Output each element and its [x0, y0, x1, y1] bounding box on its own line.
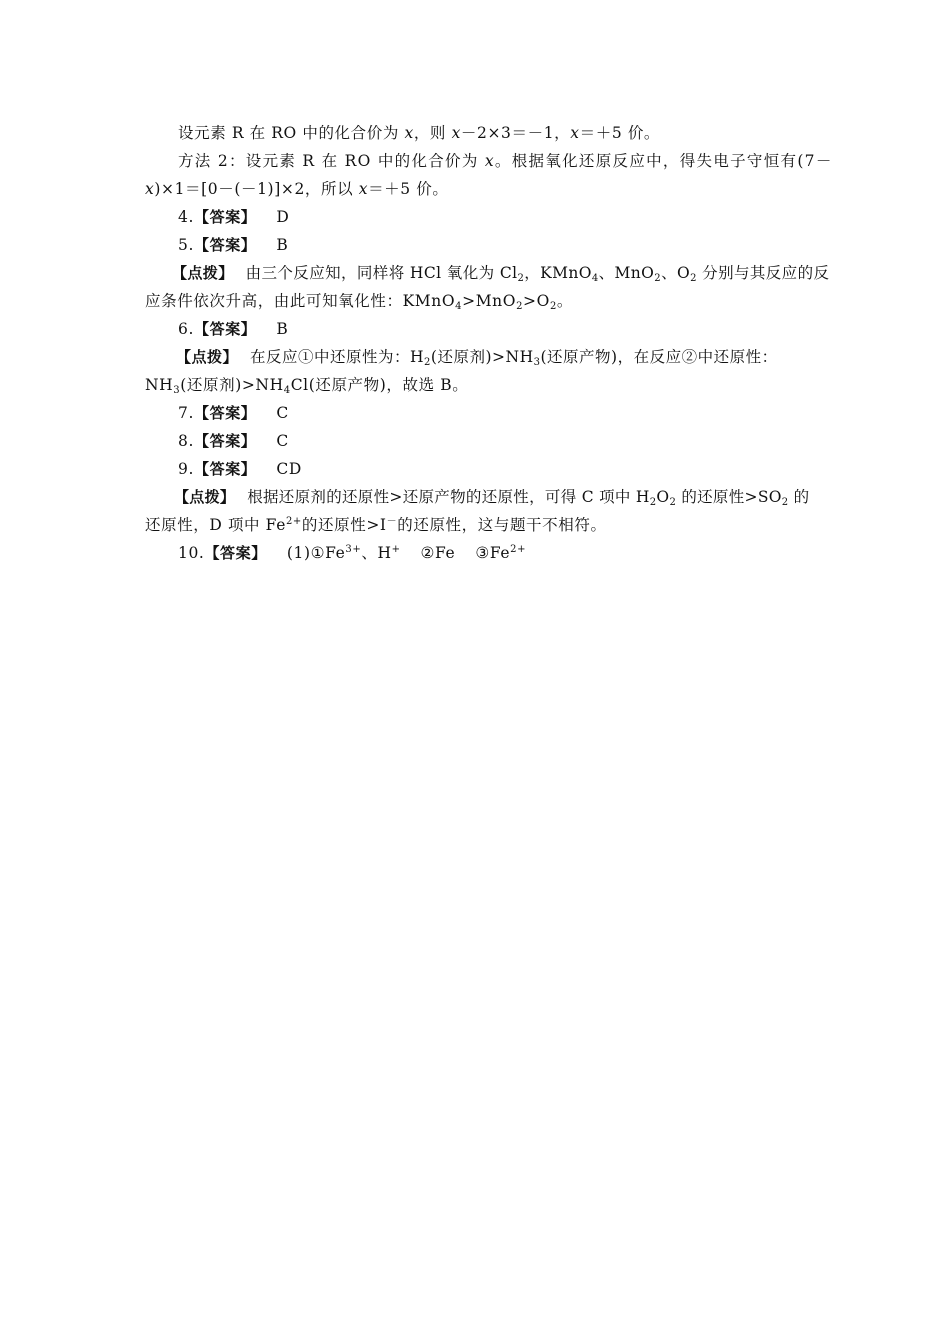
var-x: x: [451, 124, 461, 142]
subscript: 2: [649, 497, 657, 508]
subscript: 4: [283, 385, 291, 396]
answer-value: B: [276, 320, 289, 338]
subscript: 3: [533, 357, 541, 368]
subscript: 2: [690, 273, 697, 284]
text: (还原产物)，在反应②中还原性：: [540, 348, 778, 366]
question-number: 10.: [178, 544, 205, 562]
answer-q10: [178, 543, 810, 563]
subscript: 2: [781, 497, 789, 508]
hint-tag: 【点拨】: [172, 264, 234, 282]
text: )×1＝[0－(－1)]×2，所以: [154, 180, 359, 198]
answer-value: C: [276, 432, 289, 450]
answer-q9: [178, 459, 810, 479]
subscript: 4: [591, 273, 599, 284]
paragraph-method1-result: [178, 123, 810, 143]
answer-value: B: [276, 236, 289, 254]
text: Cl(还原产物)，故选 B。: [290, 376, 469, 394]
text: 由三个反应知，同样将 HCl 氧化为 Cl: [245, 264, 518, 282]
hint-q9-line1: [174, 487, 810, 507]
text: －2×3＝－1，: [460, 124, 571, 142]
text: 根据还原剂的还原性>还原产物的还原性，可得 C 项中 H: [247, 488, 650, 506]
question-number: 6.: [178, 320, 194, 338]
text: O: [656, 488, 670, 506]
answer-value: CD: [276, 460, 302, 478]
answer-tag: 【答案】: [194, 460, 257, 478]
text: 还原性，D 项中 Fe: [145, 516, 286, 534]
text: 、H: [361, 544, 392, 562]
question-number: 7.: [178, 404, 194, 422]
text: 的还原性，这与题干不相符。: [397, 516, 607, 534]
question-number: 5.: [178, 236, 194, 254]
text: 应条件依次升高，由此可知氧化性：KMnO: [145, 292, 456, 310]
subscript: 2: [654, 273, 662, 284]
text: ②Fe: [420, 544, 456, 562]
text: NH: [145, 376, 174, 394]
superscript: －: [386, 516, 398, 527]
hint-q5-line2: [145, 291, 810, 311]
answer-tag: 【答案】: [194, 432, 257, 450]
text: (还原剂)>NH: [430, 348, 534, 366]
var-x: x: [570, 124, 580, 142]
text: 的: [788, 488, 810, 506]
hint-tag: 【点拨】: [174, 488, 236, 506]
var-x: x: [484, 152, 495, 170]
subscript: 2: [517, 273, 525, 284]
subscript: 2: [549, 301, 557, 312]
question-number: 4.: [178, 208, 194, 226]
text: 分别与其反应的反: [696, 264, 830, 282]
superscript: 3+: [345, 544, 362, 555]
answer-q7: [178, 403, 810, 423]
answer-tag: 【答案】: [194, 320, 257, 338]
text: ，KMnO: [524, 264, 592, 282]
text: ＝＋5 价。: [579, 124, 661, 142]
question-number: 9.: [178, 460, 194, 478]
subscript: 2: [669, 497, 677, 508]
text: >O: [523, 292, 550, 310]
answer-tag: 【答案】: [194, 208, 257, 226]
text: >MnO: [462, 292, 517, 310]
question-number: 8.: [178, 432, 194, 450]
text: ，则: [413, 124, 452, 142]
text: ③Fe: [475, 544, 511, 562]
answer-q6: [178, 319, 810, 339]
text: 。根据氧化还原反应中，得失电子守恒有(7－: [494, 152, 833, 170]
var-x: x: [358, 180, 369, 198]
answer-q5: [178, 235, 810, 255]
hint-q6-line1: [176, 347, 810, 367]
answer-tag: 【答案】: [204, 544, 267, 562]
text: ＝＋5 价。: [368, 180, 449, 198]
subscript: 2: [516, 301, 524, 312]
text: (1)①Fe: [286, 544, 346, 562]
paragraph-method2-line2: [145, 179, 810, 199]
text: 、O: [661, 264, 691, 282]
text: 设元素 R 在 RO 中的化合价为: [178, 124, 405, 142]
answer-q4: [178, 207, 810, 227]
superscript: +: [391, 544, 401, 555]
hint-q6-line2: [145, 375, 810, 395]
hint-q5-line1: [172, 263, 830, 284]
answer-value: D: [276, 208, 290, 226]
subscript: 2: [424, 357, 431, 368]
answer-tag: 【答案】: [194, 404, 257, 422]
subscript: 4: [455, 301, 463, 312]
answer-value: C: [276, 404, 289, 422]
text: 。: [556, 292, 574, 310]
var-x: x: [404, 124, 414, 142]
hint-tag: 【点拨】: [176, 348, 239, 366]
subscript: 3: [173, 385, 181, 396]
superscript: 2+: [510, 544, 527, 555]
var-x: x: [145, 180, 155, 198]
text: 方法 2：设元素 R 在 RO 中的化合价为: [178, 152, 485, 170]
text: 的还原性>I: [301, 516, 387, 534]
text: 的还原性>SO: [676, 488, 782, 506]
answer-tag: 【答案】: [194, 236, 257, 254]
text: (还原剂)>NH: [180, 376, 284, 394]
text: 在反应①中还原性为：H: [250, 348, 425, 366]
answer-q8: [178, 431, 810, 451]
paragraph-method2-line1: [178, 151, 833, 171]
text: 、MnO: [598, 264, 655, 282]
hint-q9-line2: [145, 515, 810, 535]
superscript: 2+: [285, 516, 302, 527]
